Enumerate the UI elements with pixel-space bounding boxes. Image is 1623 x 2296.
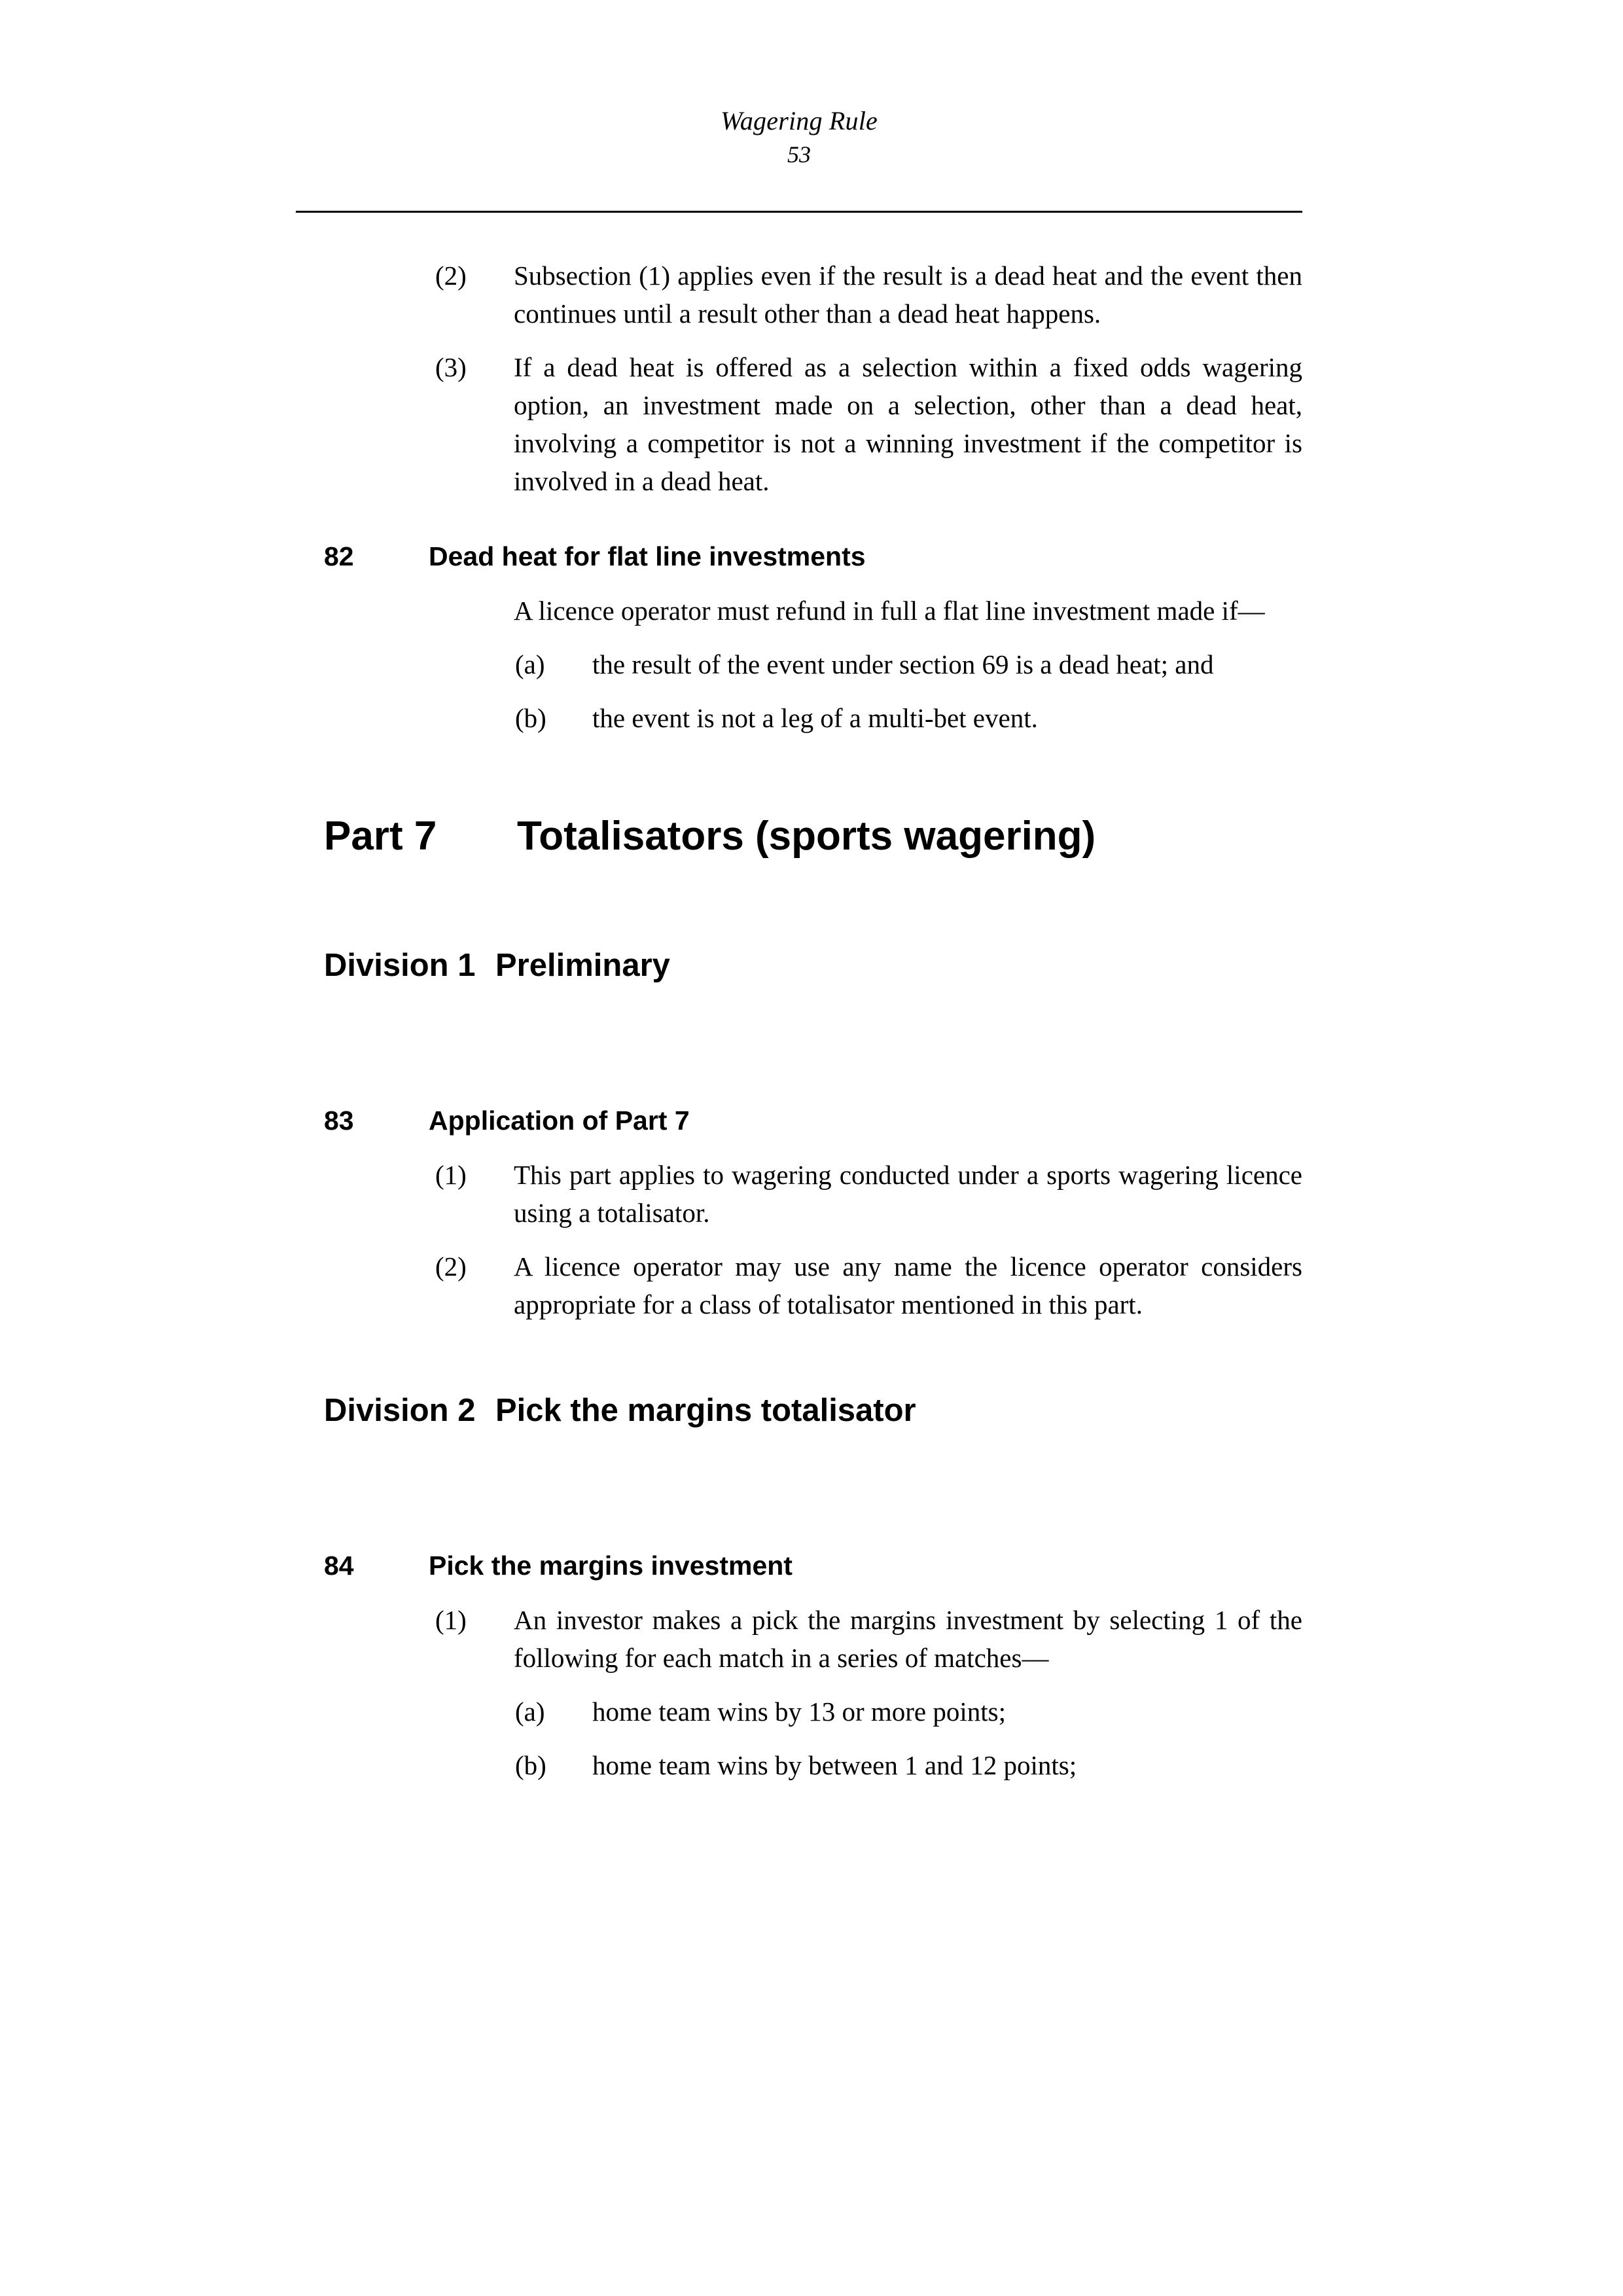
section-number: 84 <box>324 1551 354 1581</box>
subsection-marker: (2) <box>435 260 467 291</box>
subsection-text: An investor makes a pick the margins investment by selecting 1 of the following for each match in a series of matches— <box>514 1605 1302 1673</box>
section-83-subsection-1 <box>296 1156 1302 1232</box>
section-84-paragraph-b <box>296 1746 1302 1784</box>
page-header <box>296 105 1302 170</box>
spacer <box>296 863 1302 944</box>
spacer <box>296 1339 1302 1389</box>
division-title: Pick the margins totalisator <box>495 1393 916 1428</box>
part-number: Part 7 <box>324 814 437 859</box>
division-title: Preliminary <box>495 948 670 983</box>
division-heading-2 <box>296 1389 1302 1432</box>
subsection-text: If a dead heat is offered as a selection within a fixed odds wagering option, an investment made on a selection, other than a dead heat, involving a competitor is not a winning investment if the competitor is involved in a dead heat. <box>514 352 1302 496</box>
paragraph-marker: (a) <box>515 1696 545 1727</box>
section-heading-84 <box>296 1547 1302 1584</box>
part-heading-7 <box>296 810 1302 863</box>
subsection-text: This part applies to wagering conducted under a sports wagering licence using a totalisator. <box>514 1160 1302 1228</box>
paragraph-text: home team wins by between 1 and 12 points; <box>592 1750 1077 1780</box>
paragraph-marker: (a) <box>515 649 545 679</box>
section-82-lead-in: A licence operator must refund in full a flat line investment made if— <box>514 596 1265 626</box>
paragraph-b <box>296 699 1302 737</box>
part-title: Totalisators (sports wagering) <box>517 814 1096 859</box>
paragraph-text: the result of the event under section 69 is a dead heat; and <box>592 649 1214 679</box>
paragraph-text: the event is not a leg of a multi-bet event. <box>592 703 1038 733</box>
division-number: Division 2 <box>324 1393 476 1428</box>
paragraph-a <box>296 645 1302 683</box>
subsection-marker: (1) <box>435 1160 467 1190</box>
subsection-marker: (2) <box>435 1251 467 1282</box>
header-document-title: Wagering Rule <box>721 106 878 135</box>
subsection-2 <box>296 257 1302 332</box>
paragraph-text: home team wins by 13 or more points; <box>592 1696 1006 1727</box>
section-84-subsection-1 <box>296 1601 1302 1677</box>
section-title: Application of Part 7 <box>429 1105 690 1136</box>
header-divider-rule <box>296 211 1302 213</box>
section-title: Dead heat for flat line investments <box>429 541 866 571</box>
subsection-marker: (3) <box>435 352 467 382</box>
subsection-text: Subsection (1) applies even if the result is a dead heat and the event then continues until a result other than a dead heat happens. <box>514 260 1302 329</box>
spacer <box>296 987 1302 1064</box>
header-page-number: 53 <box>787 141 811 168</box>
division-number: Division 1 <box>324 948 476 983</box>
section-number: 83 <box>324 1105 354 1136</box>
section-heading-83 <box>296 1102 1302 1139</box>
section-83-subsection-2 <box>296 1247 1302 1323</box>
spacer <box>296 1432 1302 1509</box>
section-number: 82 <box>324 541 354 571</box>
subsection-3 <box>296 348 1302 500</box>
section-84-paragraph-a <box>296 1693 1302 1731</box>
paragraph-marker: (b) <box>515 703 546 733</box>
paragraph-marker: (b) <box>515 1750 546 1780</box>
section-heading-82 <box>296 538 1302 575</box>
subsection-text: A licence operator may use any name the licence operator considers appropriate for a class of totalisator mentioned in this part. <box>514 1251 1302 1319</box>
subsection-marker: (1) <box>435 1605 467 1635</box>
section-title: Pick the margins investment <box>429 1551 793 1581</box>
division-heading-1 <box>296 944 1302 987</box>
page-content <box>296 257 1302 1800</box>
